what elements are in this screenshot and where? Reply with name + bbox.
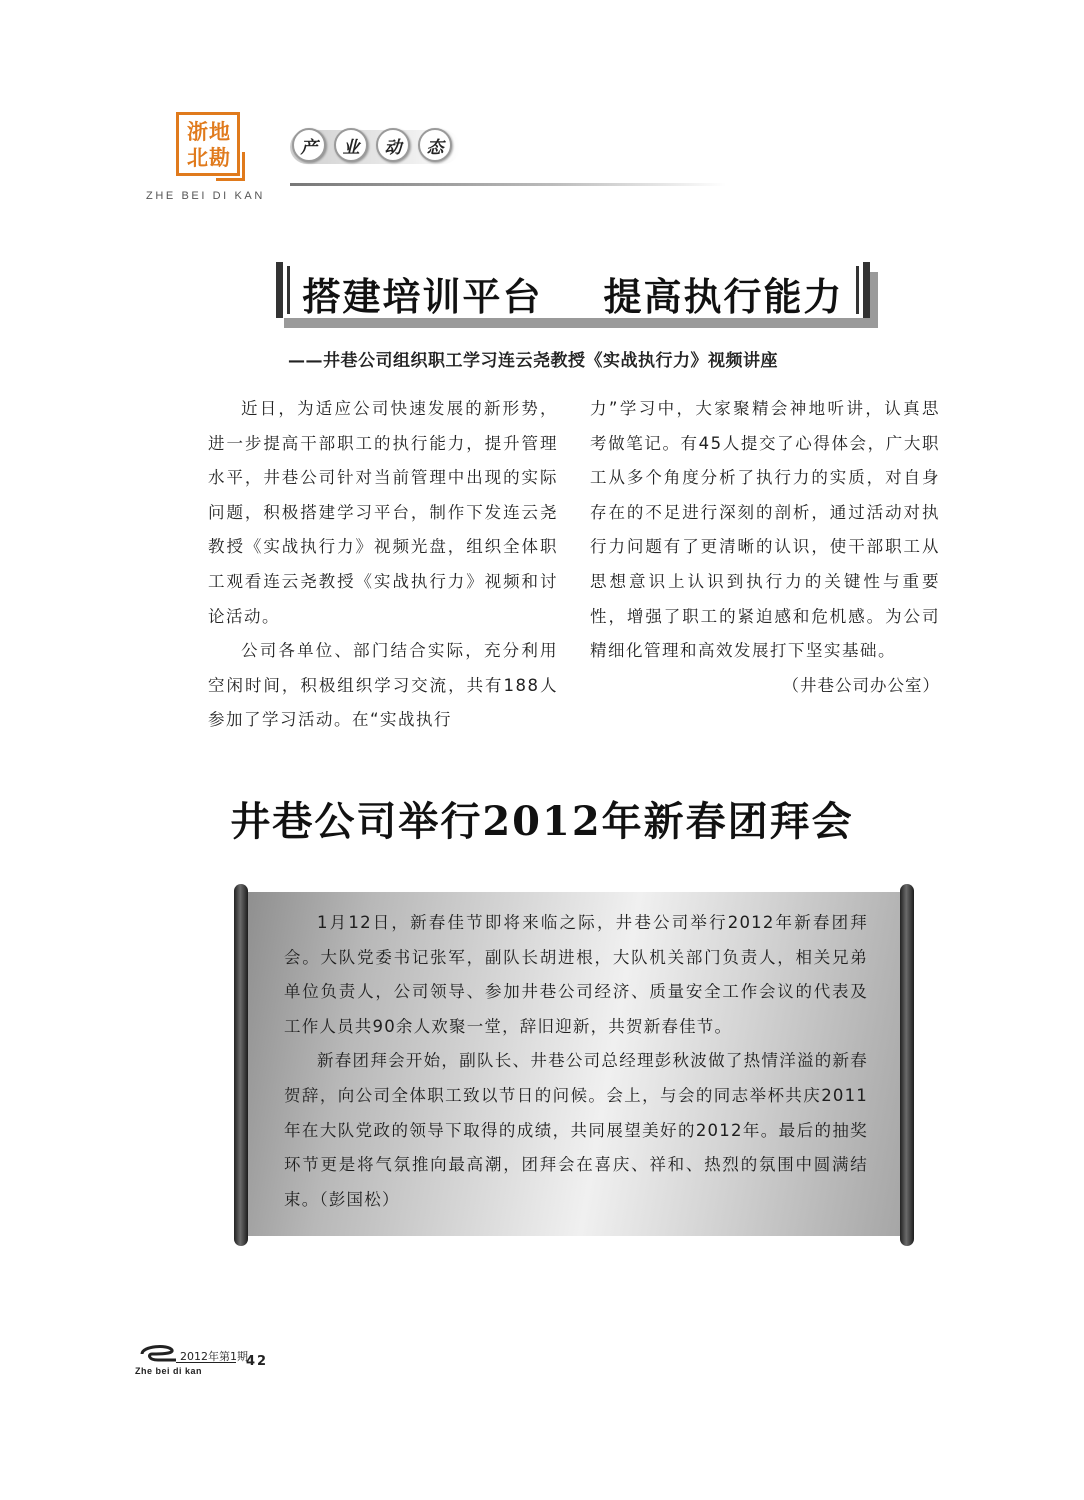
section-char: 动 <box>376 128 410 162</box>
scroll-panel <box>234 884 914 1246</box>
footer-latin: Zhe bei di kan <box>135 1366 203 1376</box>
section-title <box>292 128 452 162</box>
scroll-rod-right <box>900 884 914 1246</box>
footer-issue: 2012年第1期 <box>180 1350 248 1363</box>
scroll-rod-left <box>234 884 248 1246</box>
header-divider <box>290 183 726 186</box>
article1-subtitle: ——井巷公司组织职工学习连云尧教授《实战执行力》视频讲座 <box>288 351 778 371</box>
article2-body <box>284 906 868 1217</box>
article1-left-column <box>208 392 558 738</box>
logo-line-2: 北勘 <box>187 146 231 170</box>
footer-logo-icon <box>138 1342 178 1364</box>
paragraph: 近日，为适应公司快速发展的新形势，进一步提高干部职工的执行能力，提升管理水平，井巷公司针对当前管理中出现的实际问题，积极搭建学习平台，制作下发连云尧教授《实战执行力》视频光盘，组织全体职工观看连云尧教授《实战执行力》视频和讨论活动。 <box>208 399 558 626</box>
paragraph: 1月12日，新春佳节即将来临之际，井巷公司举行2012年新春团拜会。大队党委书记张军，副队长胡进根，大队机关部门负责人，相关兄弟单位负责人，公司领导、参加井巷公司经济、质量安全工作会议的代表及工作人员共90余人欢聚一堂，辞旧迎新，共贺新春佳节。 <box>284 913 868 1036</box>
magazine-logo <box>176 112 240 176</box>
paragraph: 新春团拜会开始，副队长、井巷公司总经理彭秋波做了热情洋溢的新春贺辞，向公司全体职工致以节日的问候。会上，与会的同志举杯共庆2011年在大队党政的领导下取得的成绩，共同展望美好的2012年。最后的抽奖环节更是将气氛推向最高潮，团拜会在喜庆、祥和、热烈的氛围中圆满结束。（彭国松） <box>284 1051 868 1209</box>
logo-text <box>187 119 239 171</box>
logo-latin: ZHE BEI DI KAN <box>146 190 265 202</box>
section-char: 业 <box>334 128 368 162</box>
logo-line-1: 浙地 <box>187 120 231 144</box>
title-box <box>276 262 870 318</box>
paragraph: 力”学习中，大家聚精会神地听讲，认真思考做笔记。有45人提交了心得体会，广大职工从多个角度分析了执行力的实质，对自身存在的不足进行深刻的剖析，通过活动对执行力问题有了更清晰的认识，使干部职工从思想意识上认识到执行力的关键性与重要性，增强了职工的紧迫感和危机感。为公司精细化管理和高效发展打下坚实基础。 <box>590 399 940 661</box>
paragraph: 公司各单位、部门结合实际，充分利用空闲时间，积极组织学习交流，共有188人参加了学习活动。在“实战执行 <box>208 641 558 730</box>
article1-title: 搭建培训平台 提高执行能力 <box>302 275 844 319</box>
section-char: 态 <box>418 128 452 162</box>
article1-source: （井巷公司办公室） <box>782 675 940 695</box>
article1-title-frame <box>276 262 878 328</box>
page-number: 42 <box>246 1354 269 1369</box>
article2-title: 井巷公司举行2012年新春团拜会 <box>230 798 854 845</box>
article1-right-column <box>590 392 940 703</box>
section-char: 产 <box>292 128 326 162</box>
